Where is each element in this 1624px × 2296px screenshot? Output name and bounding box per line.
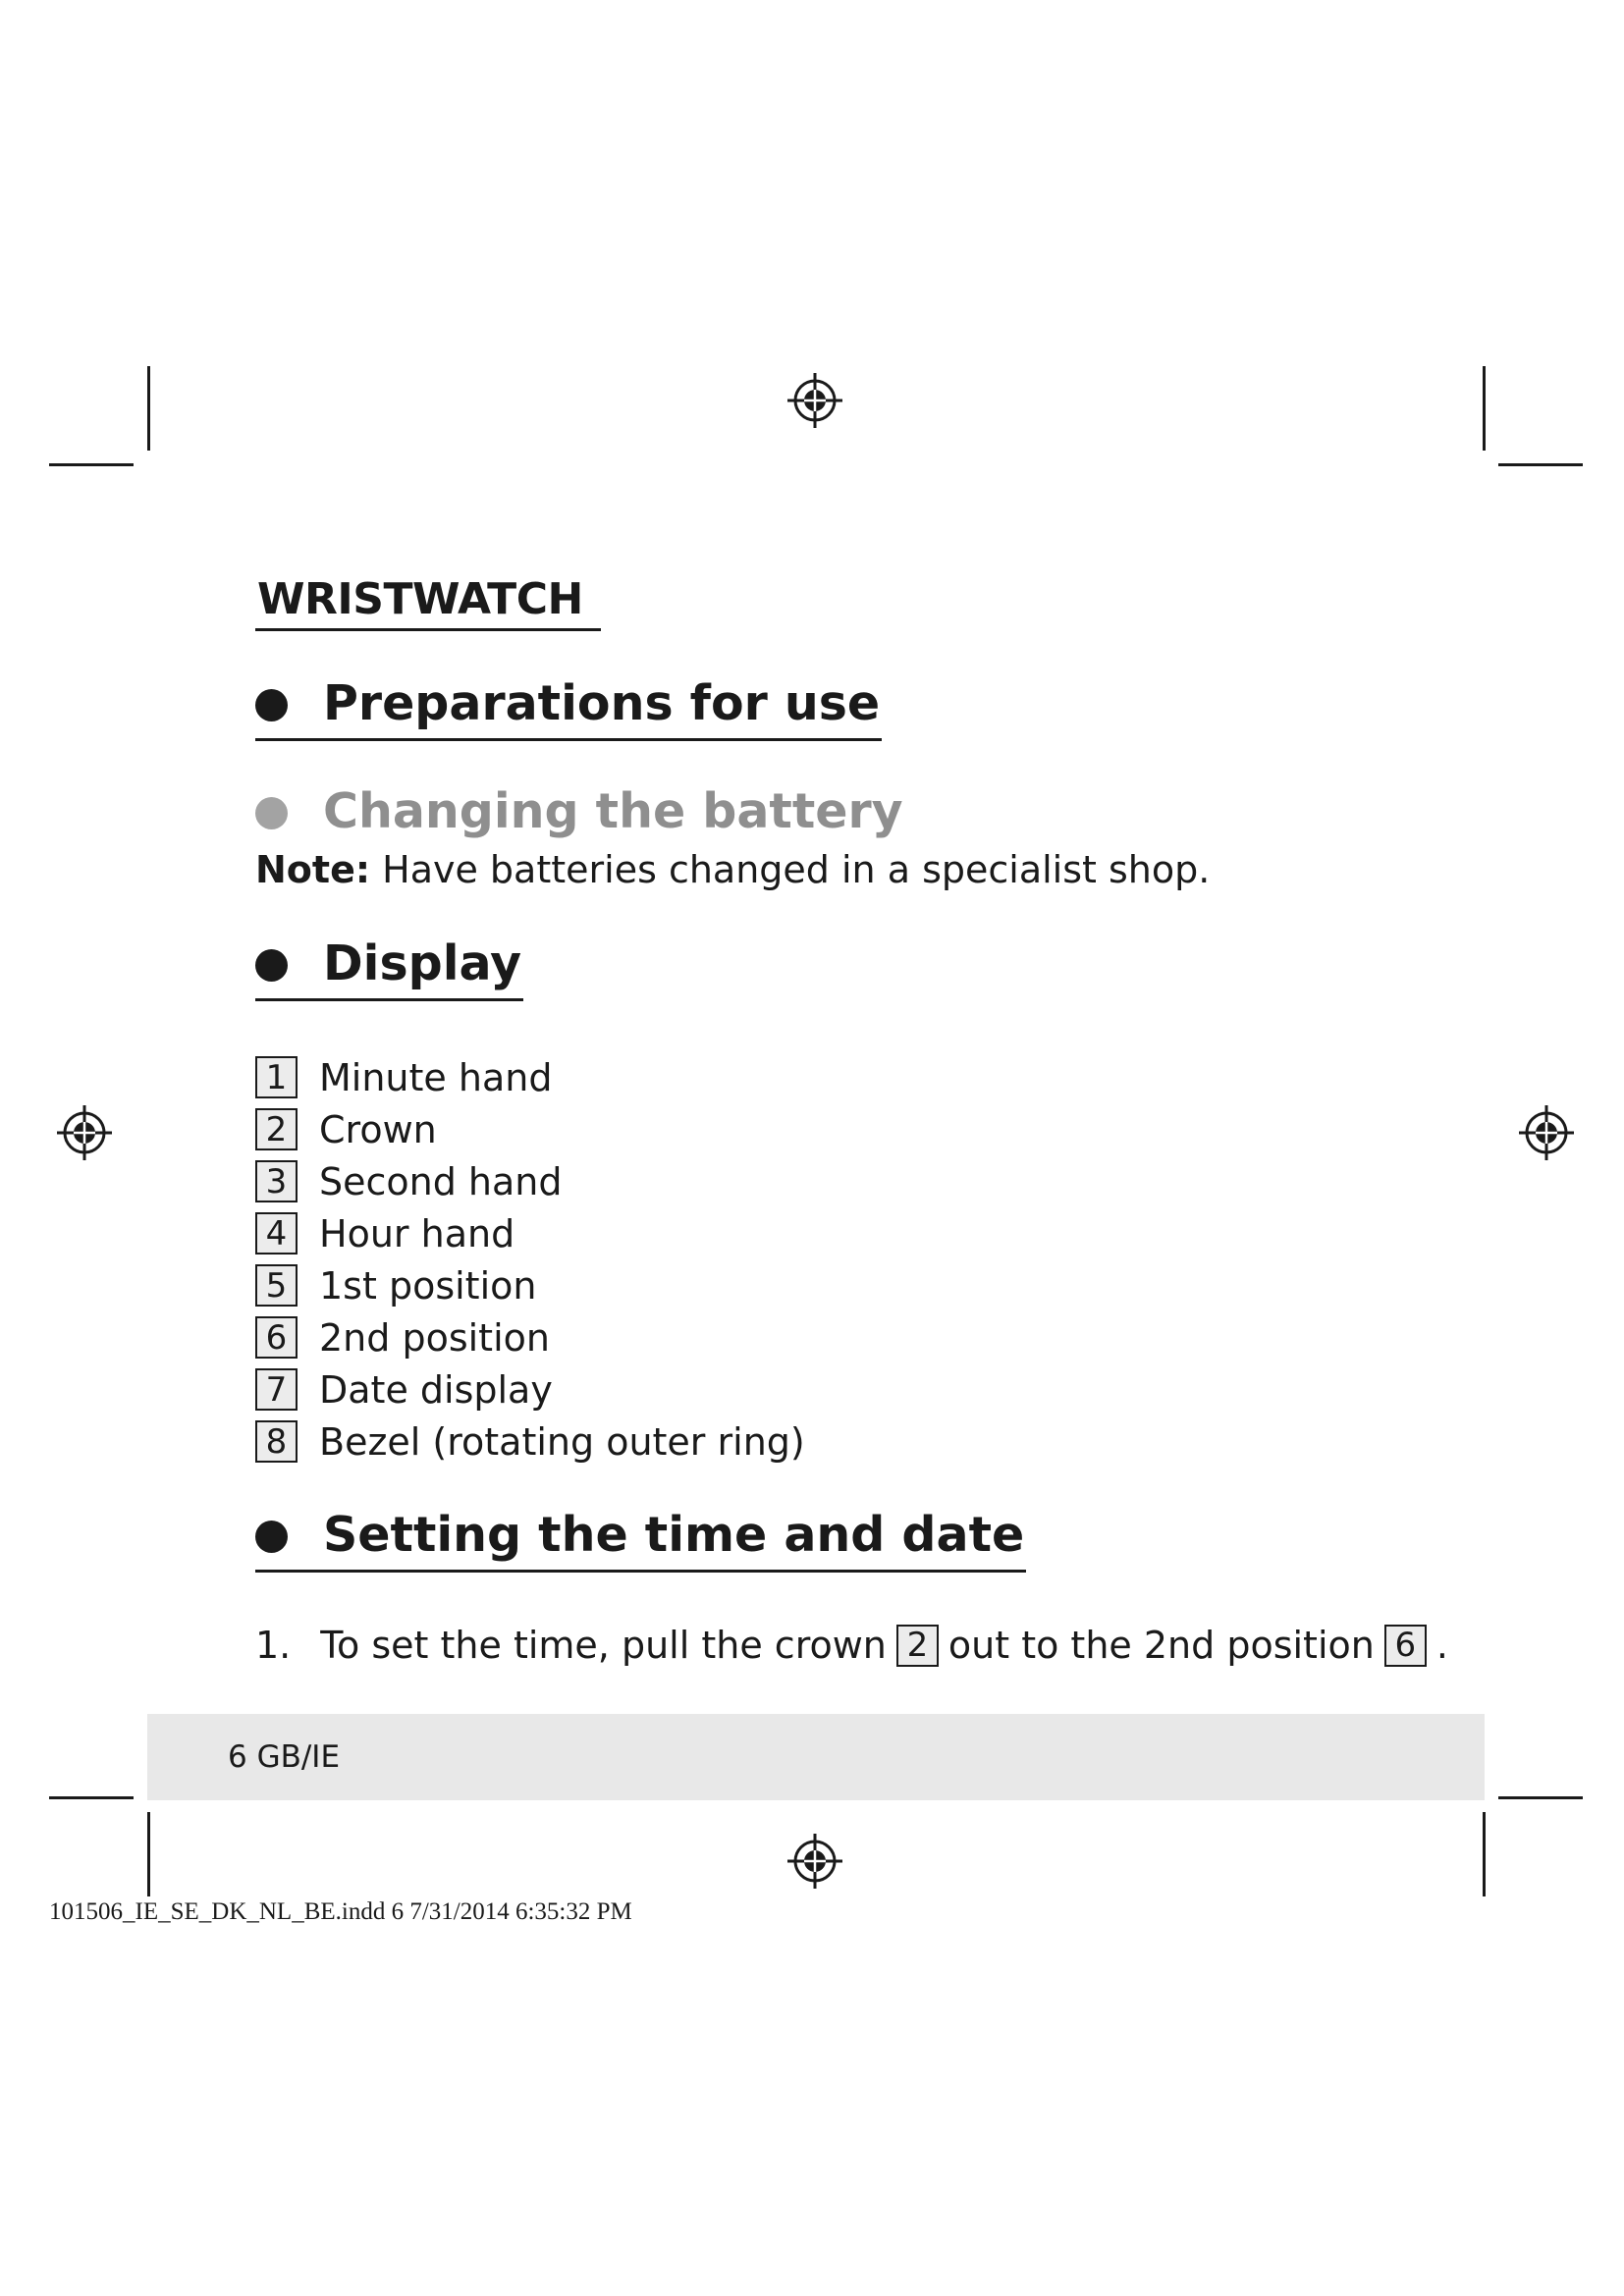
subsection-heading-battery	[255, 783, 903, 840]
section-heading-label: Preparations for use	[323, 675, 881, 731]
section-heading-label: Setting the time and date	[323, 1507, 1025, 1563]
crop-mark	[1498, 1796, 1583, 1799]
crop-mark	[49, 1796, 134, 1799]
section-heading-setting	[255, 1507, 1026, 1573]
list-item	[255, 1415, 805, 1468]
step-text: To set the time, pull the crown	[320, 1624, 887, 1667]
list-item	[255, 1103, 805, 1155]
part-label: Bezel (rotating outer ring)	[319, 1419, 805, 1464]
list-item	[255, 1051, 805, 1103]
list-item	[255, 1259, 805, 1311]
part-label: Hour hand	[319, 1211, 515, 1255]
section-heading-display	[255, 935, 523, 1001]
part-label: Date display	[319, 1367, 553, 1412]
crop-mark	[147, 1812, 150, 1896]
battery-note	[255, 846, 1210, 893]
crop-mark	[1483, 1812, 1486, 1896]
crop-mark	[49, 463, 134, 466]
part-number-box: 4	[255, 1212, 298, 1255]
part-number-box: 5	[255, 1264, 298, 1307]
bullet-icon	[255, 797, 288, 829]
step-number: 1.	[255, 1624, 292, 1667]
part-label: Crown	[319, 1107, 437, 1151]
note-label: Note:	[255, 848, 371, 891]
step-text: out to the 2nd position	[947, 1624, 1375, 1667]
crop-mark	[1483, 366, 1486, 451]
part-reference-box: 2	[896, 1625, 939, 1667]
crop-mark	[147, 366, 150, 451]
part-number-box: 3	[255, 1160, 298, 1202]
bullet-icon	[255, 1521, 288, 1553]
part-number-box: 6	[255, 1316, 298, 1359]
registration-mark-icon	[1517, 1103, 1576, 1162]
list-item	[255, 1311, 805, 1363]
registration-mark-icon	[785, 371, 844, 430]
instruction-step	[255, 1620, 1448, 1671]
page-number: 6 GB/IE	[228, 1739, 341, 1775]
list-item	[255, 1155, 805, 1207]
part-label: 2nd position	[319, 1315, 550, 1360]
part-number-box: 7	[255, 1368, 298, 1411]
part-label: Minute hand	[319, 1055, 553, 1099]
bullet-icon	[255, 949, 288, 982]
step-text-end: .	[1435, 1624, 1448, 1667]
document-title: WRISTWATCH	[255, 575, 601, 631]
footer-band	[147, 1714, 1485, 1800]
part-number-box: 2	[255, 1108, 298, 1150]
section-heading-label: Display	[323, 935, 522, 991]
list-item	[255, 1207, 805, 1259]
section-heading-preparations	[255, 675, 882, 741]
note-text: Have batteries changed in a specialist shop.	[370, 848, 1211, 891]
part-reference-box: 6	[1384, 1625, 1427, 1667]
bullet-icon	[255, 689, 288, 721]
registration-mark-icon	[785, 1832, 844, 1891]
registration-mark-icon	[55, 1103, 114, 1162]
subsection-heading-label: Changing the battery	[323, 783, 903, 839]
crop-mark	[1498, 463, 1583, 466]
print-slug: 101506_IE_SE_DK_NL_BE.indd 6 7/31/2014 6:35:32 PM	[49, 1898, 632, 1925]
list-item	[255, 1363, 805, 1415]
part-number-box: 8	[255, 1420, 298, 1463]
parts-list	[255, 1051, 805, 1468]
part-label: 1st position	[319, 1263, 537, 1308]
part-label: Second hand	[319, 1159, 563, 1203]
part-number-box: 1	[255, 1056, 298, 1098]
